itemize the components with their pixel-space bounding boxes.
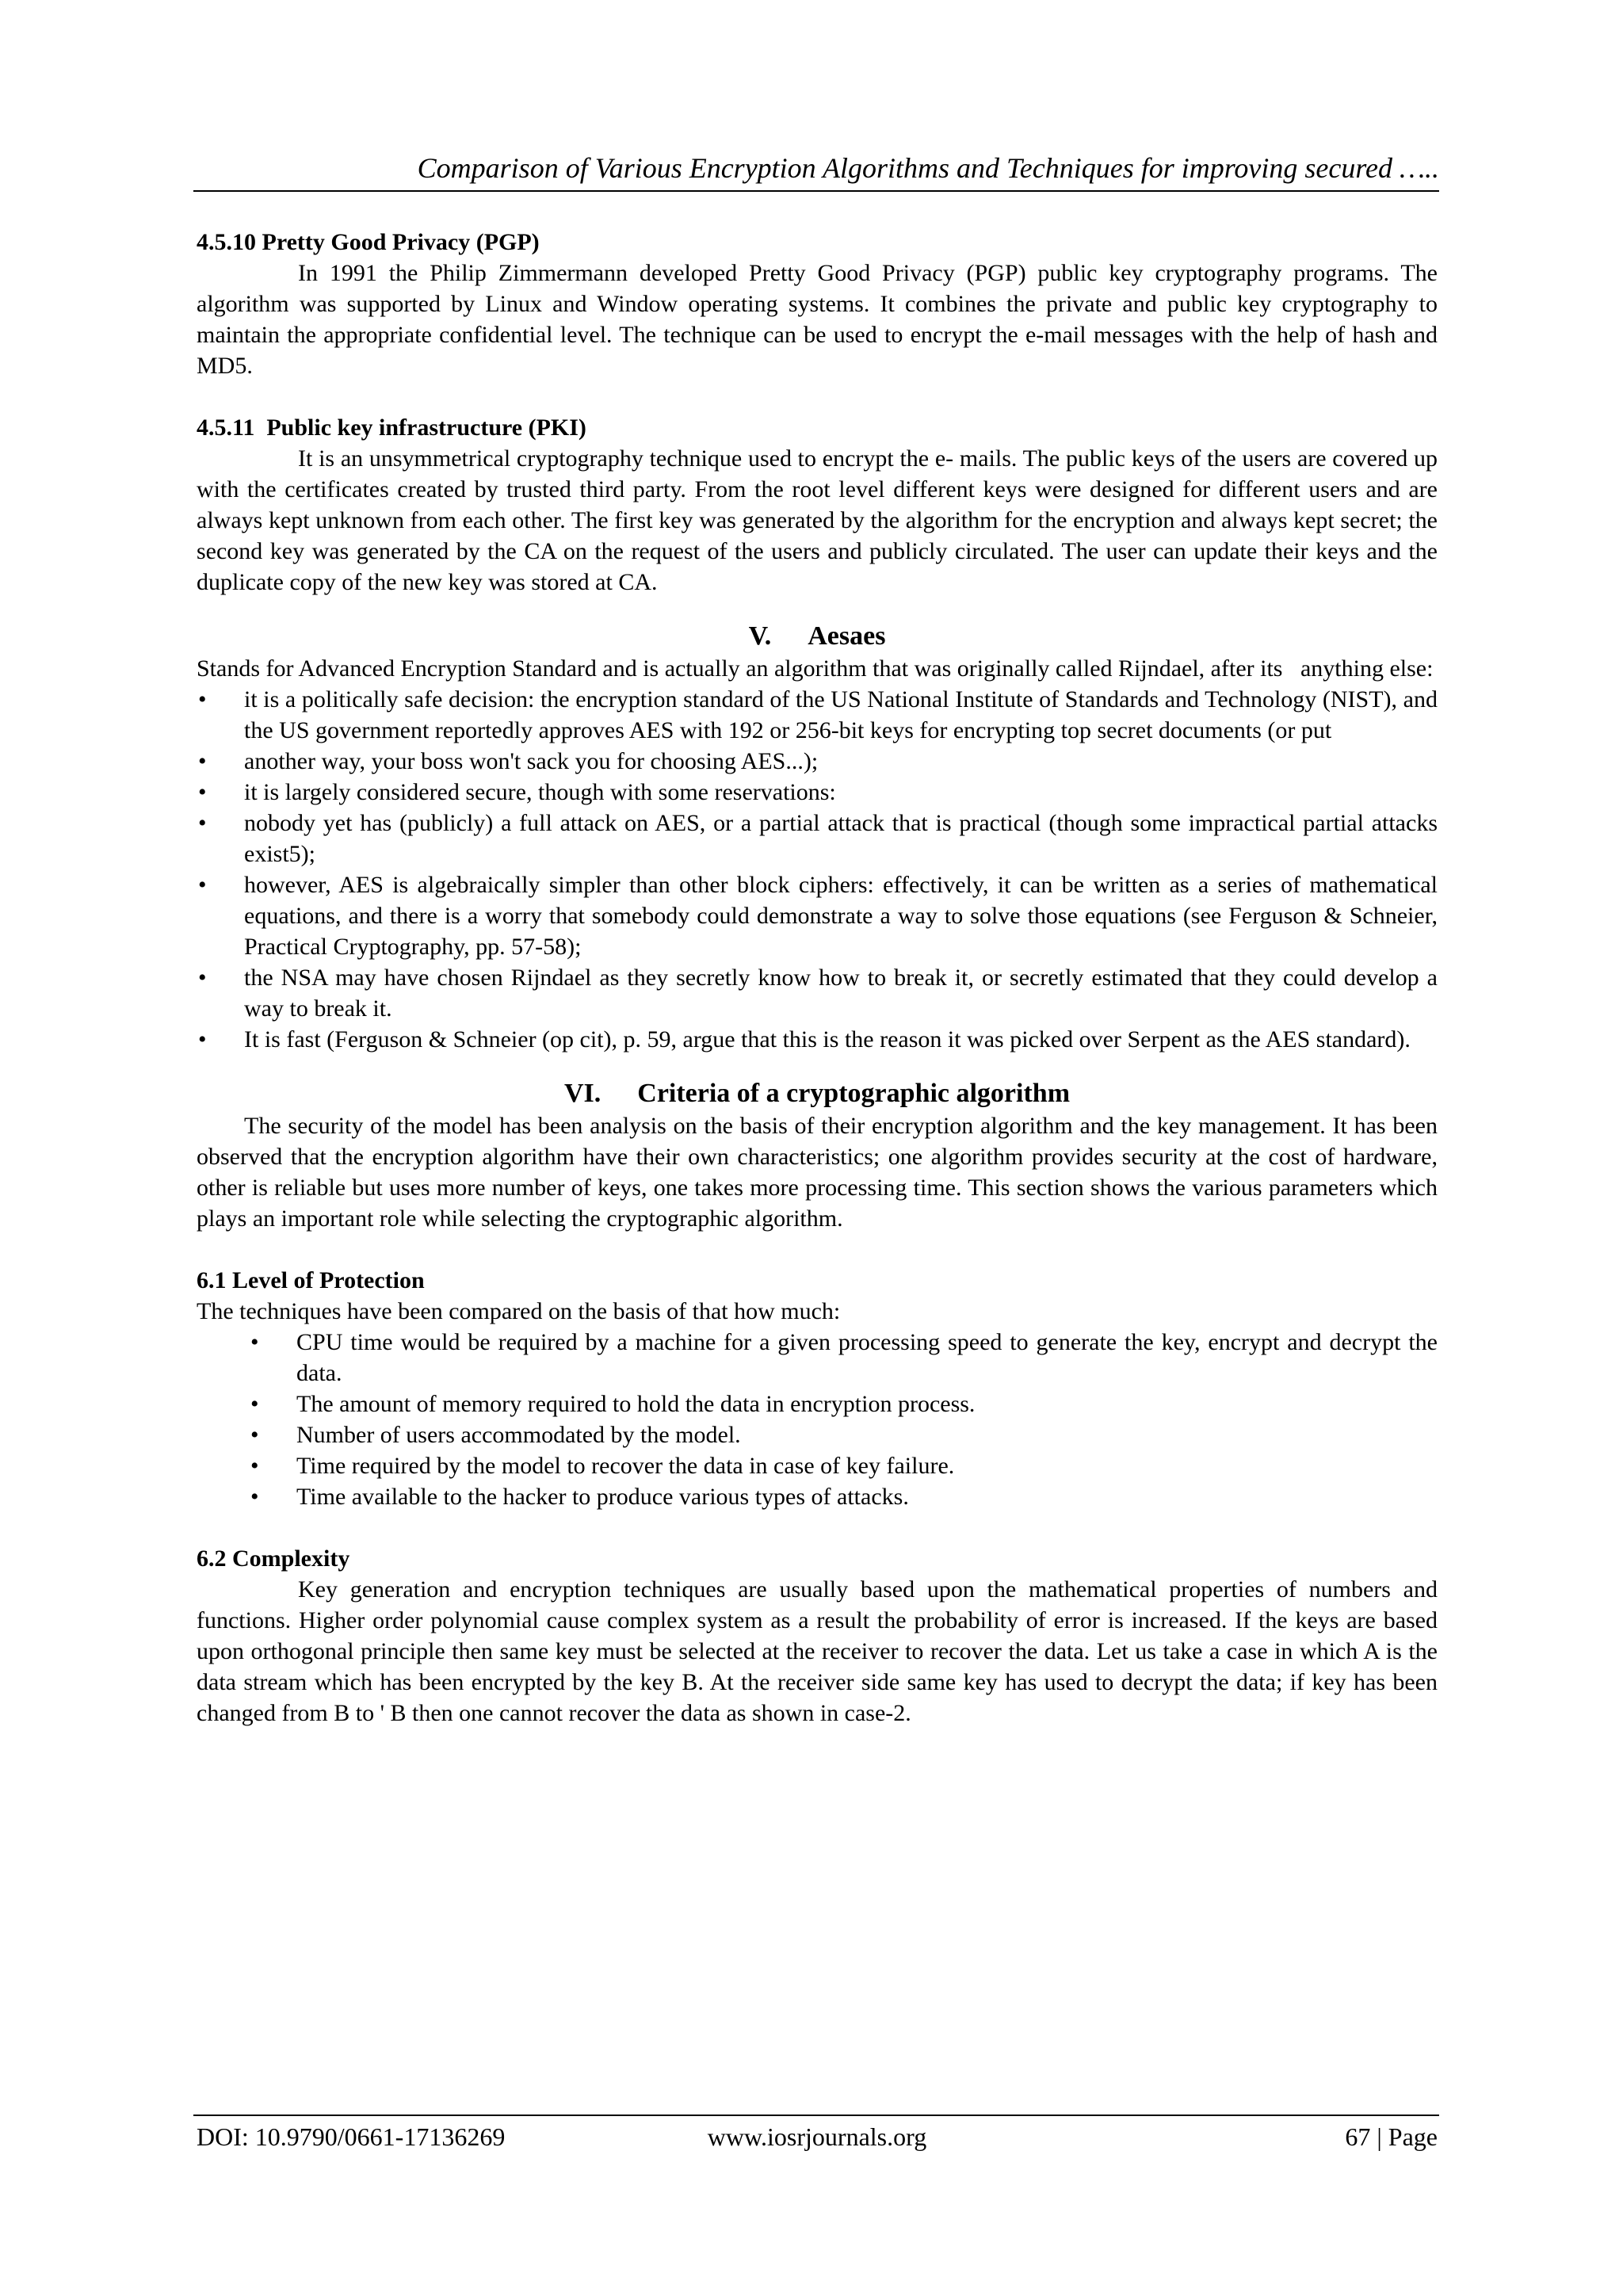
list-item: • The amount of memory required to hold the data in encryption process. [197, 1389, 1438, 1419]
section-title-v: Aesaes [808, 621, 886, 651]
section-number-v: V. [748, 621, 772, 651]
section-heading-v [197, 620, 1438, 653]
list-item: • Time available to the hacker to produce various types of attacks. [197, 1481, 1438, 1512]
list-item: • Time required by the model to recover the data in case of key failure. [197, 1450, 1438, 1481]
header-rule [193, 190, 1439, 192]
list-item: • however, AES is algebraically simpler than other block ciphers: effectively, it can be written as a series of mathematical equations, and there is a worry that somebody could demonstrate a way to solve those equations (see Ferguson & Schneier, Practical Cryptography, pp. 57-58); [197, 869, 1438, 962]
paragraph-protection-intro: The techniques have been compared on the basis of that how much: [197, 1298, 841, 1324]
list-item: • it is a politically safe decision: the encryption standard of the US National Institute of Standards and Technology (NIST), and the US government reportedly approves AES with 192 or 256-bit keys for encrypting top secret documents (or put [197, 684, 1438, 746]
footer-website: www.iosrjournals.org [707, 2122, 927, 2151]
protection-bullet-list [197, 1327, 1438, 1512]
list-item: • Number of users accommodated by the model. [197, 1419, 1438, 1450]
list-item: • another way, your boss won't sack you for choosing AES...); [197, 746, 1438, 777]
footer-doi: DOI: 10.9790/0661-17136269 [197, 2122, 506, 2151]
paragraph-criteria: The security of the model has been analysis on the basis of their encryption algorithm and the key management. It has been observed that the encryption algorithm have their own characteristics; one algorithm provides security at the cost of hardware, other is reliable but uses more number of keys, one takes more processing time. This section shows the various parameters which plays an important role while selecting the cryptographic algorithm. [197, 1113, 1438, 1232]
aes-bullet-list [197, 684, 1438, 1055]
heading-6-1: 6.1 Level of Protection [197, 1267, 425, 1293]
paragraph-pgp: In 1991 the Philip Zimmermann developed Pretty Good Privacy (PGP) public key cryptography programs. The algorithm was supported by Linux and Window operating systems. It combines the private and public key cryptography to maintain the appropriate confidential level. The technique can be used to encrypt the e-mail messages with the help of hash and MD5. [197, 260, 1438, 379]
section-heading-vi [197, 1077, 1438, 1110]
paragraph-pki: It is an unsymmetrical cryptography technique used to encrypt the e- mails. The public keys of the users are covered up with the certificates created by trusted third party. From the root level different keys were designed for different users and are always kept unknown from each other. The first key was generated by the algorithm for the encryption and always kept secret; the second key was generated by the CA on the request of the users and publicly circulated. The user can update their keys and the duplicate copy of the new key was stored at CA. [197, 445, 1438, 595]
list-item: • CPU time would be required by a machine for a given processing speed to generate the key, encrypt and decrypt the data. [197, 1327, 1438, 1389]
heading-6-2: 6.2 Complexity [197, 1545, 350, 1572]
article-body [197, 227, 1438, 1729]
list-item: • it is largely considered secure, though with some reservations: [197, 777, 1438, 808]
list-item: • It is fast (Ferguson & Schneier (op cit), p. 59, argue that this is the reason it was picked over Serpent as the AES standard). [197, 1024, 1438, 1055]
footer-rule [193, 2115, 1439, 2116]
paragraph-aes-intro: Stands for Advanced Encryption Standard and is actually an algorithm that was originally called Rijndael, after its anything else: [197, 655, 1434, 682]
page-footer [197, 2119, 1438, 2154]
section-title-vi: Criteria of a cryptographic algorithm [637, 1079, 1071, 1108]
running-header: Comparison of Various Encryption Algorithms and Techniques for improving secured ….. [417, 152, 1439, 184]
paragraph-complexity: Key generation and encryption techniques are usually based upon the mathematical properties of numbers and functions. Higher order polynomial cause complex system as a result the probability of error is increased. If the keys are based upon orthogonal principle then same key must be selected at the receiver to recover the data. Let us take a case in which A is the data stream which has been encrypted by the key B. At the receiver side same key has used to decrypt the data; if key has been changed from B to ' B then one cannot recover the data as shown in case-2. [197, 1576, 1438, 1726]
footer-page-number: 67 | Page [1345, 2122, 1438, 2151]
list-item: • the NSA may have chosen Rijndael as they secretly know how to break it, or secretly estimated that they could develop a way to break it. [197, 962, 1438, 1024]
heading-4-5-11: 4.5.11 Public key infrastructure (PKI) [197, 415, 586, 441]
heading-4-5-10: 4.5.10 Pretty Good Privacy (PGP) [197, 229, 540, 255]
section-number-vi: VI. [563, 1079, 601, 1108]
list-item: • nobody yet has (publicly) a full attack on AES, or a partial attack that is practical (though some impractical partial attacks exist5); [197, 808, 1438, 869]
